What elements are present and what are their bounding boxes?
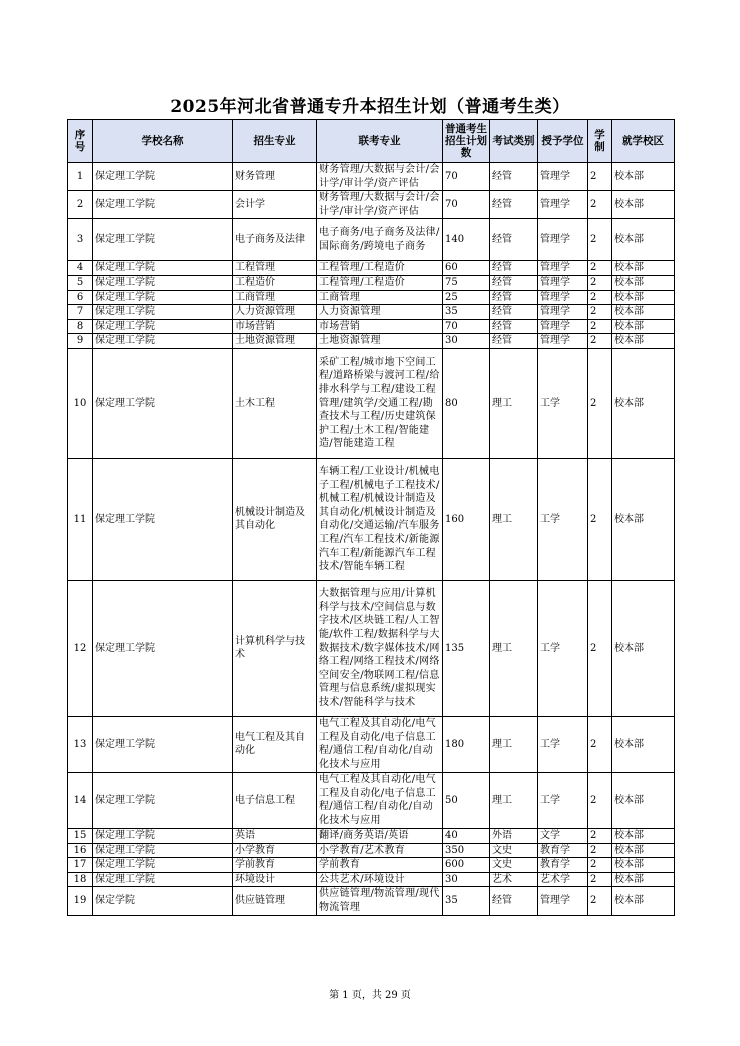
- cell-school: 保定理工学院: [93, 458, 233, 580]
- cell-school: 保定学院: [93, 887, 233, 915]
- cell-school: 保定理工学院: [93, 772, 233, 828]
- cell-years: 2: [588, 458, 612, 580]
- cell-school: 保定理工学院: [93, 858, 233, 873]
- cell-joint-majors: 学前教育: [317, 858, 443, 873]
- cell-exam-category: 理工: [490, 348, 538, 458]
- cell-school: 保定理工学院: [93, 319, 233, 334]
- page-footer: 第 1 页，共 29 页: [329, 990, 411, 1001]
- cell-no: 16: [68, 843, 93, 858]
- cell-degree: 教育学: [538, 858, 588, 873]
- cell-campus: 校本部: [612, 334, 675, 349]
- cell-campus: 校本部: [612, 319, 675, 334]
- table-row: [68, 872, 675, 887]
- cell-quota: 60: [443, 261, 490, 276]
- cell-quota: 70: [443, 191, 490, 219]
- cell-joint-majors: 工程管理/工程造价: [317, 275, 443, 290]
- cell-joint-majors: 市场营销: [317, 319, 443, 334]
- cell-joint-majors: 电气工程及其自动化/电气工程及自动化/电子信息工程/通信工程/自动化/自动化技术与应用: [317, 716, 443, 772]
- cell-exam-category: 艺术: [490, 872, 538, 887]
- table-row: [68, 843, 675, 858]
- cell-major: 土地资源管理: [233, 334, 317, 349]
- cell-joint-majors: 电气工程及其自动化/电气工程及自动化/电子信息工程/通信工程/自动化/自动化技术与应用: [317, 772, 443, 828]
- cell-campus: 校本部: [612, 191, 675, 219]
- cell-quota: 40: [443, 828, 490, 843]
- cell-campus: 校本部: [612, 843, 675, 858]
- cell-school: 保定理工学院: [93, 828, 233, 843]
- cell-joint-majors: 大数据管理与应用/计算机科学与技术/空间信息与数字技术/区块链工程/人工智能/软件工程/数据科学与大数据技术/数字媒体技术/网络工程/网络工程技术/网络空间安全/物联网工程/信息管理与信息系统/虚拟现实技术/智能科学与技术: [317, 580, 443, 716]
- table-row: [68, 319, 675, 334]
- cell-joint-majors: 车辆工程/工业设计/机械电子工程/机械电子工程技术/机械工程/机械设计制造及其自动化/机械设计制造及自动化/交通运输/汽车服务工程/汽车工程技术/新能源汽车工程/新能源汽车工程技术/智能车辆工程: [317, 458, 443, 580]
- cell-major: 工商管理: [233, 290, 317, 305]
- cell-years: 2: [588, 334, 612, 349]
- cell-major: 会计学: [233, 191, 317, 219]
- cell-joint-majors: 供应链管理/物流管理/现代物流管理: [317, 887, 443, 915]
- cell-degree: 管理学: [538, 219, 588, 261]
- cell-no: 12: [68, 580, 93, 716]
- cell-degree: 管理学: [538, 261, 588, 276]
- cell-major: 市场营销: [233, 319, 317, 334]
- table-body: [68, 163, 675, 916]
- cell-years: 2: [588, 163, 612, 191]
- table-row: [68, 163, 675, 191]
- cell-years: 2: [588, 191, 612, 219]
- cell-school: 保定理工学院: [93, 191, 233, 219]
- cell-no: 18: [68, 872, 93, 887]
- table-row: [68, 716, 675, 772]
- cell-exam-category: 经管: [490, 261, 538, 276]
- cell-school: 保定理工学院: [93, 843, 233, 858]
- cell-degree: 工学: [538, 716, 588, 772]
- table-row: [68, 191, 675, 219]
- cell-major: 工程管理: [233, 261, 317, 276]
- cell-quota: 30: [443, 334, 490, 349]
- cell-no: 15: [68, 828, 93, 843]
- cell-no: 14: [68, 772, 93, 828]
- cell-no: 10: [68, 348, 93, 458]
- cell-years: 2: [588, 772, 612, 828]
- cell-campus: 校本部: [612, 219, 675, 261]
- cell-campus: 校本部: [612, 828, 675, 843]
- cell-school: 保定理工学院: [93, 872, 233, 887]
- cell-quota: 140: [443, 219, 490, 261]
- cell-school: 保定理工学院: [93, 290, 233, 305]
- cell-campus: 校本部: [612, 772, 675, 828]
- cell-joint-majors: 财务管理/大数据与会计/会计学/审计学/资产评估: [317, 163, 443, 191]
- cell-quota: 70: [443, 319, 490, 334]
- cell-school: 保定理工学院: [93, 261, 233, 276]
- table-row: [68, 458, 675, 580]
- cell-exam-category: 经管: [490, 275, 538, 290]
- cell-exam-category: 经管: [490, 290, 538, 305]
- cell-quota: 30: [443, 872, 490, 887]
- cell-degree: 管理学: [538, 275, 588, 290]
- cell-no: 1: [68, 163, 93, 191]
- cell-campus: 校本部: [612, 716, 675, 772]
- cell-no: 19: [68, 887, 93, 915]
- header-exam: 考试类别: [490, 120, 538, 163]
- cell-major: 电气工程及其自动化: [233, 716, 317, 772]
- table-row: [68, 219, 675, 261]
- cell-exam-category: 经管: [490, 334, 538, 349]
- cell-campus: 校本部: [612, 261, 675, 276]
- table-row: [68, 275, 675, 290]
- cell-no: 8: [68, 319, 93, 334]
- cell-exam-category: 经管: [490, 319, 538, 334]
- cell-exam-category: 文史: [490, 858, 538, 873]
- cell-degree: 管理学: [538, 319, 588, 334]
- cell-degree: 工学: [538, 348, 588, 458]
- cell-major: 机械设计制造及其自动化: [233, 458, 317, 580]
- cell-years: 2: [588, 319, 612, 334]
- cell-major: 小学教育: [233, 843, 317, 858]
- enrollment-table: [67, 119, 675, 916]
- cell-exam-category: 经管: [490, 887, 538, 915]
- cell-school: 保定理工学院: [93, 716, 233, 772]
- cell-years: 2: [588, 828, 612, 843]
- cell-no: 5: [68, 275, 93, 290]
- cell-years: 2: [588, 858, 612, 873]
- table-row: [68, 772, 675, 828]
- cell-joint-majors: 采矿工程/城市地下空间工程/道路桥梁与渡河工程/给排水科学与工程/建设工程管理/建筑学/交通工程/勘查技术与工程/历史建筑保护工程/土木工程/智能建造/智能建造工程: [317, 348, 443, 458]
- cell-years: 2: [588, 290, 612, 305]
- cell-school: 保定理工学院: [93, 305, 233, 320]
- cell-campus: 校本部: [612, 290, 675, 305]
- cell-quota: 50: [443, 772, 490, 828]
- cell-school: 保定理工学院: [93, 163, 233, 191]
- cell-campus: 校本部: [612, 458, 675, 580]
- table-row: [68, 580, 675, 716]
- cell-quota: 600: [443, 858, 490, 873]
- table-row: [68, 858, 675, 873]
- cell-exam-category: 经管: [490, 163, 538, 191]
- header-degree: 授予学位: [538, 120, 588, 163]
- cell-campus: 校本部: [612, 305, 675, 320]
- cell-joint-majors: 财务管理/大数据与会计/会计学/审计学/资产评估: [317, 191, 443, 219]
- table-row: [68, 290, 675, 305]
- cell-major: 财务管理: [233, 163, 317, 191]
- cell-quota: 350: [443, 843, 490, 858]
- cell-degree: 管理学: [538, 163, 588, 191]
- cell-exam-category: 理工: [490, 580, 538, 716]
- cell-degree: 教育学: [538, 843, 588, 858]
- header-years: 学制: [588, 120, 612, 163]
- cell-campus: 校本部: [612, 580, 675, 716]
- cell-years: 2: [588, 843, 612, 858]
- cell-major: 电子商务及法律: [233, 219, 317, 261]
- cell-exam-category: 经管: [490, 219, 538, 261]
- cell-school: 保定理工学院: [93, 580, 233, 716]
- cell-major: 电子信息工程: [233, 772, 317, 828]
- cell-major: 供应链管理: [233, 887, 317, 915]
- cell-school: 保定理工学院: [93, 348, 233, 458]
- cell-years: 2: [588, 348, 612, 458]
- cell-campus: 校本部: [612, 275, 675, 290]
- cell-years: 2: [588, 887, 612, 915]
- cell-major: 英语: [233, 828, 317, 843]
- cell-exam-category: 理工: [490, 716, 538, 772]
- cell-degree: 管理学: [538, 290, 588, 305]
- header-no: 序号: [68, 120, 93, 163]
- header-school: 学校名称: [93, 120, 233, 163]
- header-quota: 普通考生招生计划数: [443, 120, 490, 163]
- cell-years: 2: [588, 305, 612, 320]
- cell-degree: 管理学: [538, 334, 588, 349]
- cell-joint-majors: 公共艺术/环境设计: [317, 872, 443, 887]
- cell-no: 4: [68, 261, 93, 276]
- cell-campus: 校本部: [612, 872, 675, 887]
- cell-joint-majors: 翻译/商务英语/英语: [317, 828, 443, 843]
- cell-degree: 艺术学: [538, 872, 588, 887]
- cell-no: 13: [68, 716, 93, 772]
- cell-joint-majors: 小学教育/艺术教育: [317, 843, 443, 858]
- cell-quota: 25: [443, 290, 490, 305]
- cell-major: 学前教育: [233, 858, 317, 873]
- cell-degree: 工学: [538, 458, 588, 580]
- cell-major: 环境设计: [233, 872, 317, 887]
- cell-degree: 管理学: [538, 305, 588, 320]
- header-joint: 联考专业: [317, 120, 443, 163]
- cell-joint-majors: 工商管理: [317, 290, 443, 305]
- cell-years: 2: [588, 261, 612, 276]
- cell-degree: 工学: [538, 772, 588, 828]
- page-title: 2025年河北省普通专升本招生计划（普通考生类）: [170, 97, 570, 117]
- table-row: [68, 348, 675, 458]
- cell-degree: 文学: [538, 828, 588, 843]
- cell-no: 2: [68, 191, 93, 219]
- cell-years: 2: [588, 580, 612, 716]
- cell-no: 3: [68, 219, 93, 261]
- cell-campus: 校本部: [612, 887, 675, 915]
- header-major: 招生专业: [233, 120, 317, 163]
- cell-exam-category: 理工: [490, 772, 538, 828]
- table-row: [68, 828, 675, 843]
- cell-quota: 160: [443, 458, 490, 580]
- table-row: [68, 305, 675, 320]
- cell-joint-majors: 人力资源管理: [317, 305, 443, 320]
- header-campus: 就学校区: [612, 120, 675, 163]
- cell-exam-category: 外语: [490, 828, 538, 843]
- cell-quota: 135: [443, 580, 490, 716]
- header-row: [68, 120, 675, 163]
- cell-major: 土木工程: [233, 348, 317, 458]
- cell-quota: 35: [443, 305, 490, 320]
- table-row: [68, 334, 675, 349]
- cell-quota: 80: [443, 348, 490, 458]
- table-row: [68, 887, 675, 915]
- cell-major: 工程造价: [233, 275, 317, 290]
- cell-joint-majors: 工程管理/工程造价: [317, 261, 443, 276]
- cell-years: 2: [588, 872, 612, 887]
- cell-exam-category: 文史: [490, 843, 538, 858]
- cell-years: 2: [588, 275, 612, 290]
- cell-no: 7: [68, 305, 93, 320]
- cell-quota: 35: [443, 887, 490, 915]
- cell-degree: 工学: [538, 580, 588, 716]
- cell-years: 2: [588, 219, 612, 261]
- cell-exam-category: 经管: [490, 191, 538, 219]
- table-row: [68, 261, 675, 276]
- cell-school: 保定理工学院: [93, 334, 233, 349]
- cell-campus: 校本部: [612, 348, 675, 458]
- cell-exam-category: 理工: [490, 458, 538, 580]
- cell-quota: 70: [443, 163, 490, 191]
- cell-school: 保定理工学院: [93, 275, 233, 290]
- cell-campus: 校本部: [612, 858, 675, 873]
- cell-quota: 180: [443, 716, 490, 772]
- cell-joint-majors: 土地资源管理: [317, 334, 443, 349]
- cell-years: 2: [588, 716, 612, 772]
- cell-major: 计算机科学与技术: [233, 580, 317, 716]
- cell-no: 9: [68, 334, 93, 349]
- cell-degree: 管理学: [538, 191, 588, 219]
- cell-degree: 管理学: [538, 887, 588, 915]
- cell-joint-majors: 电子商务/电子商务及法律/国际商务/跨境电子商务: [317, 219, 443, 261]
- cell-no: 17: [68, 858, 93, 873]
- cell-exam-category: 经管: [490, 305, 538, 320]
- cell-major: 人力资源管理: [233, 305, 317, 320]
- cell-quota: 75: [443, 275, 490, 290]
- cell-no: 6: [68, 290, 93, 305]
- cell-campus: 校本部: [612, 163, 675, 191]
- cell-no: 11: [68, 458, 93, 580]
- cell-school: 保定理工学院: [93, 219, 233, 261]
